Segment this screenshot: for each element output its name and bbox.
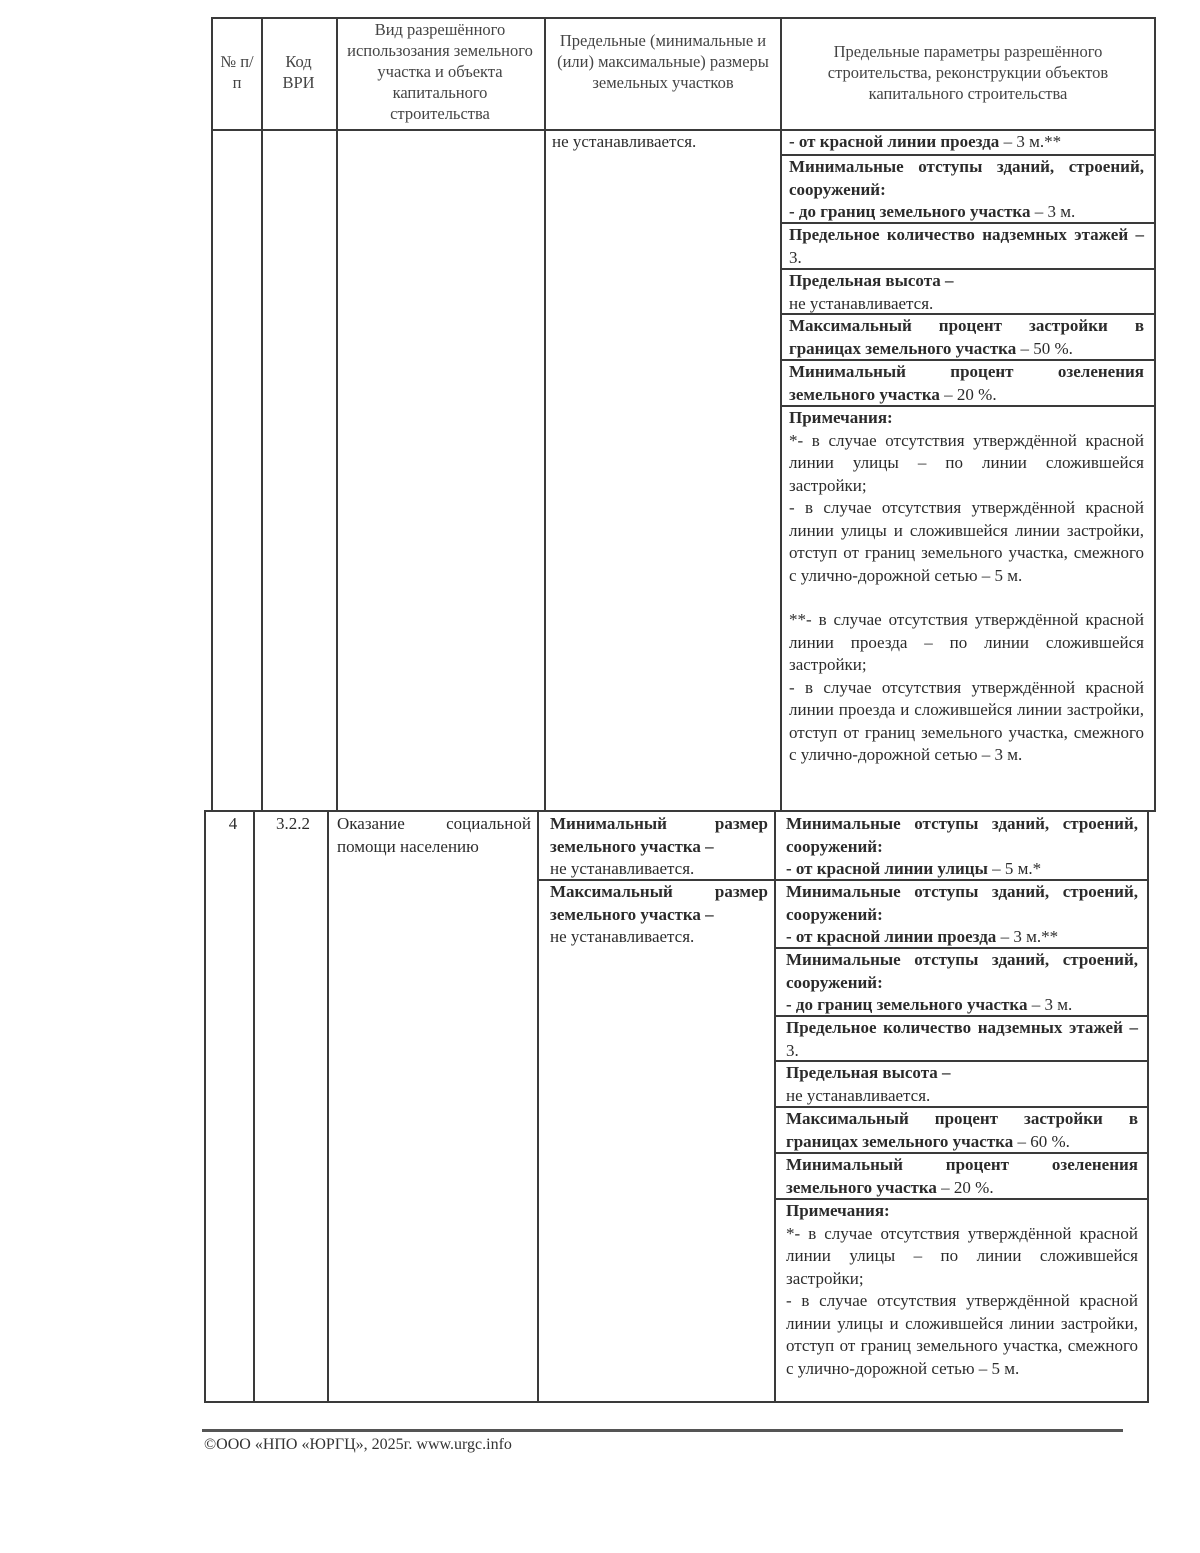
param-label: Предельная высота –	[786, 1063, 951, 1082]
header-plot-sizes: Предельные (минимальные и (или) максимальные) размеры земельных участков	[557, 31, 769, 92]
table-border-right	[1154, 17, 1156, 810]
param-label: Предельное количество надземных этажей –	[789, 225, 1144, 244]
size-value: не устанавливается.	[550, 927, 695, 946]
footer-copyright: ©ООО «НПО «ЮРГЦ», 2025г. www.urgc.info	[204, 1436, 512, 1453]
param-floors	[789, 224, 1144, 269]
param-min-greenery	[789, 361, 1144, 406]
param-value: – 50 %.	[1016, 338, 1073, 358]
param-sublabel: - от красной линии улицы	[786, 859, 988, 878]
param-max-coverage	[789, 315, 1144, 360]
param-label: Минимальные отступы зданий, строений, сооружений:	[786, 950, 1138, 992]
note-spacer	[789, 587, 1144, 609]
size-tail: не устанавливается.	[552, 132, 697, 151]
param-value: – 5 м.*	[987, 859, 1042, 878]
note-item: - в случае отсутствия утверждённой красной линии улицы и сложившейся линии застройки, отступ от границ земельного участка, смежного с улично-дорожной сетью – 5 м.	[786, 1291, 1138, 1378]
param-max-coverage	[786, 1108, 1138, 1153]
note-item: *- в случае отсутствия утверждённой красной линии улицы – по линии сложившейся застройки;	[786, 1223, 1138, 1288]
param-label: Предельная высота –	[789, 271, 954, 290]
header-num: № п/п	[220, 52, 254, 92]
param-value: – 20 %.	[936, 1177, 994, 1197]
note-item: - в случае отсутствия утверждённой красной линии улицы и сложившейся линии застройки, отступ от границ земельного участка, смежного с улично-дорожной сетью – 5 м.	[789, 498, 1144, 585]
size-value: не устанавливается.	[550, 859, 695, 878]
param-value: 3.	[789, 247, 802, 267]
col-divider-4	[780, 17, 782, 810]
col-divider-1	[261, 17, 263, 810]
param-label: Минимальный процент озеленения земельного участка	[786, 1155, 1138, 1197]
notes-title: Примечания:	[789, 408, 893, 427]
param-value: – 3 м.**	[999, 132, 1062, 151]
param-min-greenery	[786, 1154, 1138, 1199]
notes-block	[786, 1200, 1138, 1380]
param-label: Предельное количество надземных этажей –	[786, 1018, 1138, 1037]
param-setback-plot	[786, 949, 1138, 1017]
param-setback-driveway	[789, 131, 1144, 154]
note-item: *- в случае отсутствия утверждённой красной линии улицы – по линии сложившейся застройки;	[789, 430, 1144, 495]
col-divider-1-lower	[253, 810, 255, 1402]
param-value: – 60 %.	[1013, 1131, 1070, 1151]
table-border-left-lower	[204, 810, 206, 1402]
param-height	[789, 270, 1144, 315]
param-sublabel: - от красной линии проезда	[786, 927, 997, 946]
col-divider-2-lower	[327, 810, 329, 1402]
size-label: Минимальный размер земельного участка –	[550, 814, 768, 856]
param-label: Максимальный процент застройки в границах земельного участка	[786, 1109, 1138, 1151]
col-divider-2	[336, 17, 338, 810]
param-setback-driveway	[786, 881, 1138, 949]
param-label: Минимальные отступы зданий, строений, сооружений:	[786, 814, 1138, 856]
header-build-params: Предельные параметры разрешённого строительства, реконструкции объектов капитального строительства	[827, 42, 1109, 103]
param-label: Минимальные отступы зданий, строений, сооружений:	[789, 157, 1144, 199]
param-setback-street	[786, 813, 1138, 881]
col-divider-3	[544, 17, 546, 810]
row-separator	[204, 810, 1156, 812]
size-label: Максимальный размер земельного участка –	[550, 882, 768, 924]
param-label: - от красной линии проезда	[789, 132, 1000, 151]
header-code: Код ВРИ	[282, 52, 315, 92]
row-use-type: Оказание социальной помощи населению	[337, 814, 531, 856]
param-floors	[786, 1017, 1138, 1062]
param-value: – 3 м.	[1027, 995, 1073, 1014]
table-border-bottom	[204, 1401, 1149, 1403]
param-sublabel: - до границ земельного участка	[786, 995, 1028, 1014]
notes-title: Примечания:	[786, 1201, 890, 1220]
param-label: Минимальные отступы зданий, строений, сооружений:	[786, 882, 1138, 924]
size-min	[550, 813, 768, 881]
param-height	[786, 1062, 1138, 1107]
note-item: - в случае отсутствия утверждённой красной линии проезда и сложившейся линии застройки, отступ от границ земельного участка, смежного с улично-дорожной сетью – 3 м.	[789, 677, 1144, 764]
param-sublabel: - до границ земельного участка	[789, 202, 1031, 221]
note-item: **- в случае отсутствия утверждённой красной линии проезда – по линии сложившейся застройки;	[789, 610, 1144, 674]
size-max	[550, 881, 768, 949]
param-setback-plot	[789, 156, 1144, 224]
notes-block	[789, 407, 1144, 767]
footer-rule	[202, 1429, 1123, 1432]
row-number: 4	[228, 814, 238, 833]
param-value: – 20 %.	[939, 384, 997, 404]
table-border-left	[211, 17, 213, 810]
param-label: Максимальный процент застройки в границах земельного участка	[789, 316, 1144, 358]
row-code: 3.2.2	[276, 814, 310, 833]
param-value: – 3 м.**	[996, 927, 1059, 946]
param-value: не устанавливается.	[786, 1085, 931, 1105]
land-use-table	[211, 17, 1156, 1402]
param-value: не устанавливается.	[789, 293, 934, 313]
header-use-type: Вид разрешённого использозания земельного участка и объекта капитального строительства	[347, 20, 533, 123]
col-divider-3-lower	[537, 810, 539, 1402]
param-value: 3.	[786, 1040, 799, 1060]
param-label: Минимальный процент озеленения земельного участка	[789, 362, 1144, 404]
param-value: – 3 м.	[1030, 202, 1076, 221]
